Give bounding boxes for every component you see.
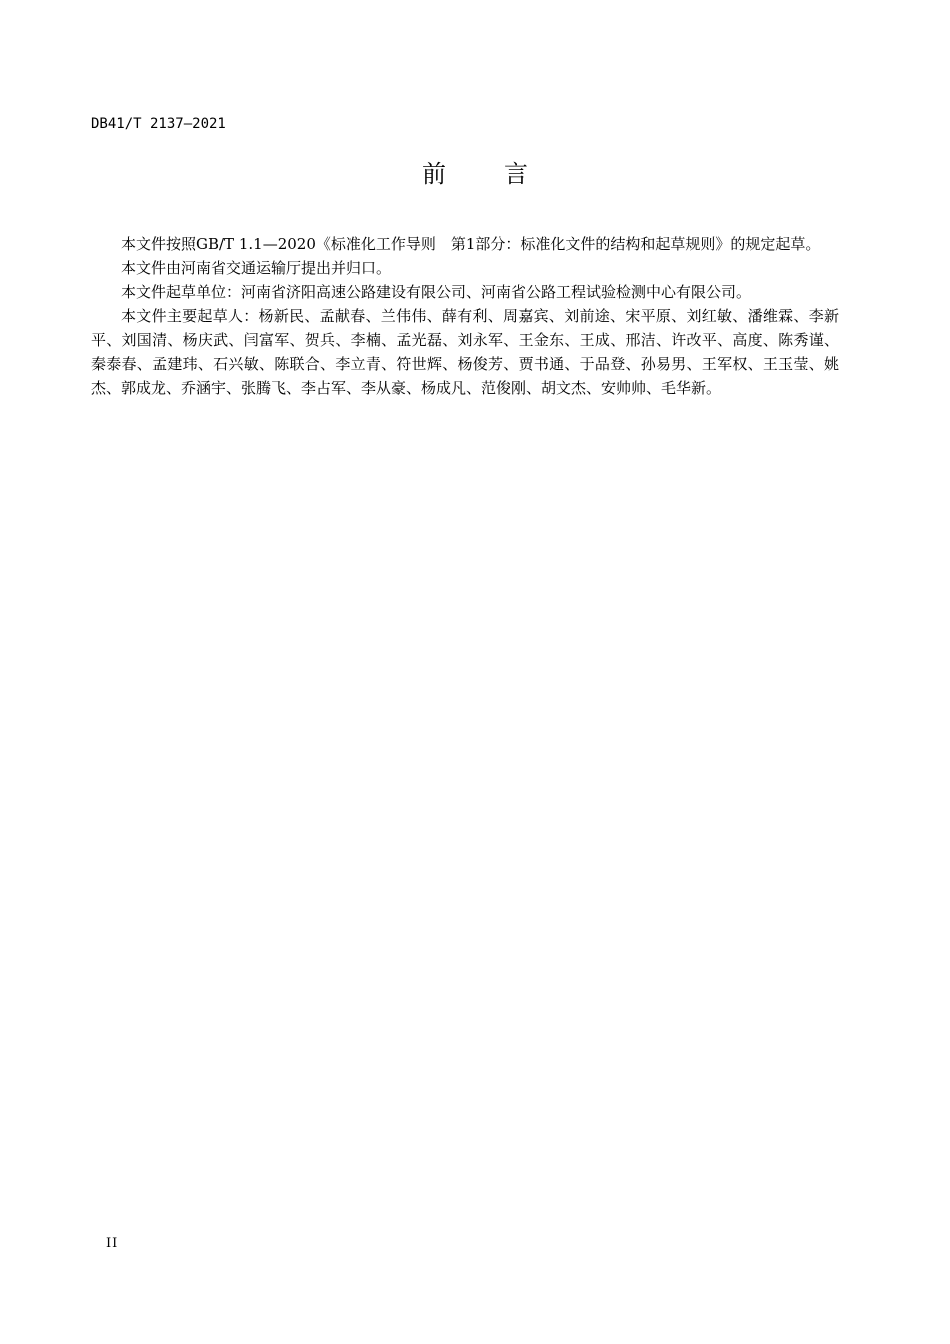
paragraph-proposer: 本文件由河南省交通运输厅提出并归口。 — [121, 259, 392, 277]
paragraph-drafting-units: 本文件起草单位：河南省济阳高速公路建设有限公司、河南省公路工程试验检测中心有限公司。 — [121, 283, 752, 301]
foreword-body — [91, 232, 839, 400]
paragraph-drafting-rules: 本文件按照GB/T 1.1—2020《标准化工作导则 第1部分：标准化文件的结构和起草规则》的规定起草。 — [121, 235, 821, 253]
page-number: II — [106, 1236, 119, 1251]
document-code: DB41/T 2137—2021 — [91, 116, 226, 132]
page-title: 前言 — [422, 160, 586, 188]
paragraph-drafters: 本文件主要起草人：杨新民、孟献春、兰伟伟、薛有利、周嘉宾、刘前途、宋平原、刘红敏、潘维霖、李新平、刘国清、杨庆武、闫富军、贺兵、李楠、孟光磊、刘永军、王金东、王成、邢洁、许改平、高度、陈秀谨、秦泰春、孟建玮、石兴敏、陈联合、李立青、符世辉、杨俊芳、贾书通、于品登、孙易男、王军权、王玉莹、姚杰、郭成龙、乔涵宇、张腾飞、李占军、李从豪、杨成凡、范俊刚、胡文杰、安帅帅、毛华新。 — [91, 307, 839, 397]
